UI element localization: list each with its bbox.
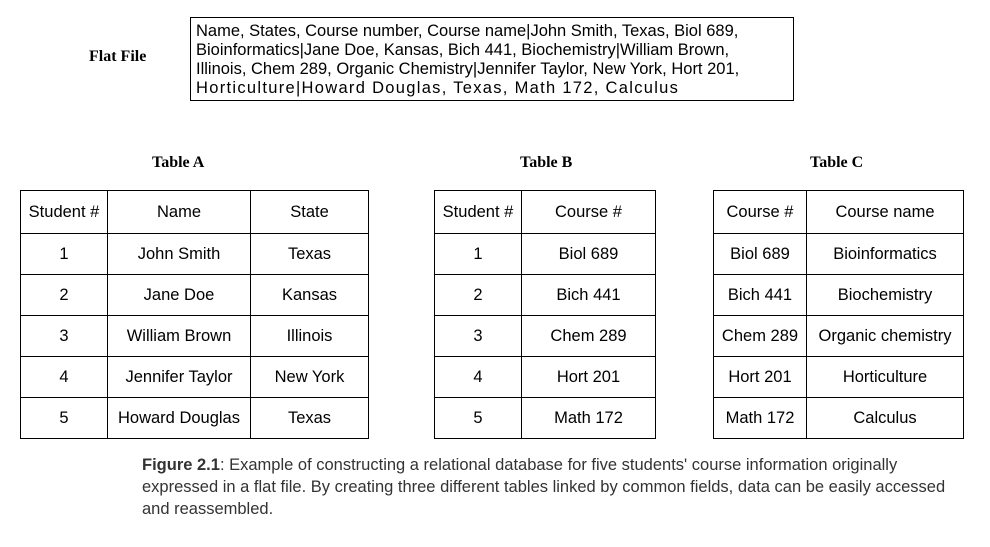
table-row xyxy=(21,275,369,316)
table-row xyxy=(714,316,964,357)
table-cell: John Smith xyxy=(108,234,251,275)
table-row xyxy=(435,357,656,398)
table-row xyxy=(21,234,369,275)
table-row xyxy=(714,398,964,439)
table-cell: Hort 201 xyxy=(714,357,807,398)
table-cell: Biol 689 xyxy=(522,234,656,275)
flat-file-label: Flat File xyxy=(89,48,147,65)
table-header-cell: Student # xyxy=(21,191,108,234)
table-header-row xyxy=(435,191,656,234)
table-a xyxy=(20,190,369,439)
table-header-cell: Course name xyxy=(807,191,964,234)
flat-file-box xyxy=(190,17,794,101)
table-cell: 5 xyxy=(435,398,522,439)
table-cell: Hort 201 xyxy=(522,357,656,398)
table-cell: 4 xyxy=(435,357,522,398)
table-row xyxy=(714,275,964,316)
table-row xyxy=(435,316,656,357)
table-cell: Texas xyxy=(251,234,369,275)
table-cell: Jennifer Taylor xyxy=(108,357,251,398)
table-header-cell: Course # xyxy=(522,191,656,234)
table-cell: 2 xyxy=(435,275,522,316)
table-cell: Howard Douglas xyxy=(108,398,251,439)
table-cell: Chem 289 xyxy=(714,316,807,357)
table-cell: Kansas xyxy=(251,275,369,316)
table-header-cell: Course # xyxy=(714,191,807,234)
table-cell: Chem 289 xyxy=(522,316,656,357)
table-cell: Biochemistry xyxy=(807,275,964,316)
table-cell: Bich 441 xyxy=(714,275,807,316)
table-cell: Bich 441 xyxy=(522,275,656,316)
table-cell: Biol 689 xyxy=(714,234,807,275)
table-cell: Math 172 xyxy=(522,398,656,439)
table-a-title: Table A xyxy=(152,154,205,171)
table-row xyxy=(435,398,656,439)
table-cell: Math 172 xyxy=(714,398,807,439)
table-header-cell: State xyxy=(251,191,369,234)
table-header-cell: Name xyxy=(108,191,251,234)
table-row xyxy=(21,398,369,439)
table-cell: Illinois xyxy=(251,316,369,357)
table-row xyxy=(435,234,656,275)
flat-file-line: Bioinformatics|Jane Doe, Kansas, Bich 441, Biochemistry|William Brown, xyxy=(196,41,730,59)
table-cell: Bioinformatics xyxy=(807,234,964,275)
table-row xyxy=(714,357,964,398)
table-cell: Horticulture xyxy=(807,357,964,398)
figure-caption xyxy=(142,454,972,520)
table-cell: Texas xyxy=(251,398,369,439)
table-cell: 4 xyxy=(21,357,108,398)
table-c xyxy=(713,190,964,439)
table-cell: 3 xyxy=(21,316,108,357)
table-cell: William Brown xyxy=(108,316,251,357)
table-row xyxy=(714,234,964,275)
table-cell: New York xyxy=(251,357,369,398)
caption-text: : Example of constructing a relational database for five students' course information originally expressed in a flat file. By creating three different tables linked by common fields, data can be easily accessed and reassembled. xyxy=(142,456,946,518)
table-cell: 1 xyxy=(435,234,522,275)
flat-file-line: Name, States, Course number, Course name|John Smith, Texas, Biol 689, xyxy=(196,22,739,40)
table-c-title: Table C xyxy=(810,154,864,171)
table-cell: Calculus xyxy=(807,398,964,439)
table-header-row xyxy=(21,191,369,234)
flat-file-line: Illinois, Chem 289, Organic Chemistry|Jennifer Taylor, New York, Hort 201, xyxy=(196,60,740,78)
table-cell: Organic chemistry xyxy=(807,316,964,357)
table-header-row xyxy=(714,191,964,234)
table-header-cell: Student # xyxy=(435,191,522,234)
table-row xyxy=(21,316,369,357)
table-cell: 1 xyxy=(21,234,108,275)
table-row xyxy=(21,357,369,398)
table-row xyxy=(435,275,656,316)
flat-file-line: Horticulture|Howard Douglas, Texas, Math 172, Calculus xyxy=(196,79,680,97)
figure-label: Figure 2.1 xyxy=(142,456,220,474)
table-cell: 5 xyxy=(21,398,108,439)
table-cell: 3 xyxy=(435,316,522,357)
table-cell: 2 xyxy=(21,275,108,316)
table-b xyxy=(434,190,656,439)
table-b-title: Table B xyxy=(520,154,573,171)
table-cell: Jane Doe xyxy=(108,275,251,316)
